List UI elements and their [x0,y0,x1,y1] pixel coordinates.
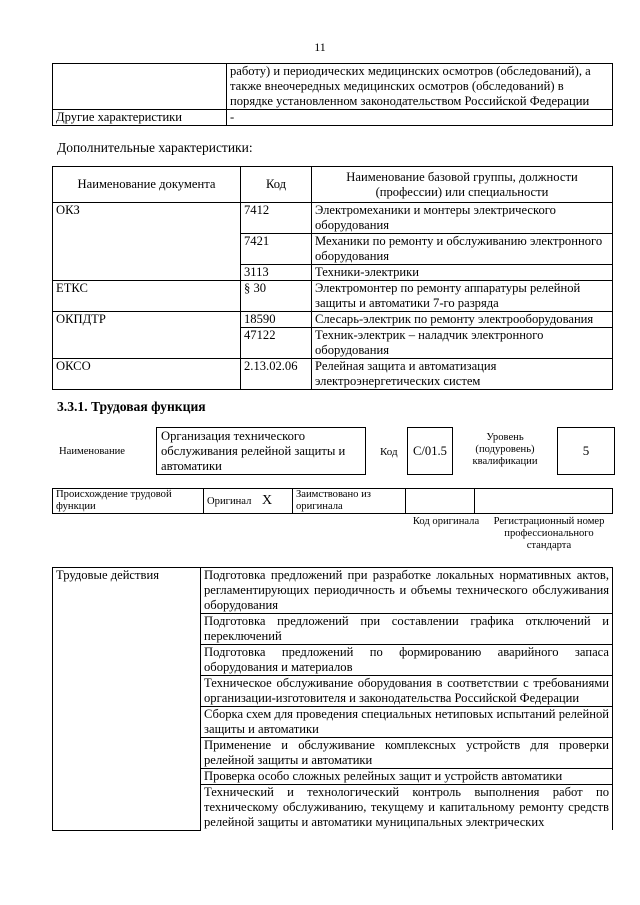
code-cell: 47122 [241,328,312,359]
other-characteristics-value: - [227,110,613,126]
code-cell: 3113 [241,265,312,281]
name-cell: Техник-электрик – наладчик электронного оборудования [312,328,613,359]
top-table-continued-text: работу) и периодических медицинских осмотров (обследований), а также внеочередных медицинских осмотров (обследований) в порядке установленном законодательством Российской Федерации [227,64,613,110]
page-number: 11 [314,40,326,54]
labor-action-item: Технический и технологический контроль выполнения работ по техническому обслуживанию, текущему и капитальному ремонту средств релейной защиты и автоматики муниципальных электрических [201,785,613,831]
header-document: Наименование документа [53,167,241,203]
labor-actions-label: Трудовые действия [53,568,201,831]
origin-label: Происхождение трудовой функции [53,489,204,514]
labor-actions-table [52,567,613,831]
labor-action-item: Подготовка предложений при разработке локальных нормативных актов, регламентирующих периодичность и объемы технического обслуживания оборудования [201,568,613,614]
extra-characteristics-table [52,166,613,390]
doc-cell: ОКСО [53,359,241,390]
code-cell: § 30 [241,281,312,312]
doc-cell: ОКПДТР [53,312,241,359]
section-title: 3.3.1. Трудовая функция [57,399,206,414]
code-cell: 2.13.02.06 [241,359,312,390]
doc-cell: ОКЗ [53,203,241,281]
name-cell: Механики по ремонту и обслуживанию электронного оборудования [312,234,613,265]
borrowed-label: Заимствовано из оригинала [293,489,406,514]
function-name-label: Наименование [59,446,125,457]
name-cell: Электромонтер по ремонту аппаратуры релейной защиты и автоматики 7-го разряда [312,281,613,312]
top-table [52,63,613,126]
name-cell: Слесарь-электрик по ремонту электрооборудования [312,312,613,328]
labor-action-item: Сборка схем для проведения специальных нетиповых испытаний релейной защиты и автоматики [201,707,613,738]
labor-action-item: Проверка особо сложных релейных защит и устройств автоматики [201,769,613,785]
top-table-empty-cell [53,64,227,110]
extra-characteristics-title: Дополнительные характеристики: [57,140,253,155]
original-code-caption: Код оригинала [412,516,480,527]
table-row [53,359,613,390]
original-label: Оригинал [207,495,252,507]
table-row [53,568,613,614]
code-cell: 7412 [241,203,312,234]
registration-number-cell [475,489,613,514]
table-row [53,203,613,234]
name-cell: Релейная защита и автоматизация электроэнергетических систем [312,359,613,390]
labor-action-item: Подготовка предложений по формированию аварийного запаса оборудования и материалов [201,645,613,676]
header-code: Код [241,167,312,203]
labor-action-item: Применение и обслуживание комплексных устройств для проверки релейной защиты и автоматики [201,738,613,769]
function-name-box: Организация технического обслуживания релейной защиты и автоматики [156,427,366,475]
name-cell: Техники-электрики [312,265,613,281]
function-code-label: Код [380,446,398,458]
registration-number-caption: Регистрационный номер профессионального стандарта [493,516,605,551]
function-code-box: С/01.5 [407,427,453,475]
qualification-level-box: 5 [557,427,615,475]
name-cell: Электромеханики и монтеры электрического оборудования [312,203,613,234]
code-cell: 18590 [241,312,312,328]
origin-table [52,488,613,514]
doc-cell: ЕТКС [53,281,241,312]
other-characteristics-label: Другие характеристики [53,110,227,126]
table-row [53,312,613,328]
qualification-level-label: Уровень (подуровень) квалификации [472,432,538,467]
original-mark: X [262,492,273,508]
code-cell: 7421 [241,234,312,265]
original-cell [204,489,293,514]
labor-action-item: Техническое обслуживание оборудования в соответствии с требованиями организации-изготовителя и законодательства Российской Федерации [201,676,613,707]
labor-action-item: Подготовка предложений при составлении графика отключений и переключений [201,614,613,645]
original-code-cell [406,489,475,514]
table-row [53,281,613,312]
header-group-name: Наименование базовой группы, должности (профессии) или специальности [312,167,613,203]
